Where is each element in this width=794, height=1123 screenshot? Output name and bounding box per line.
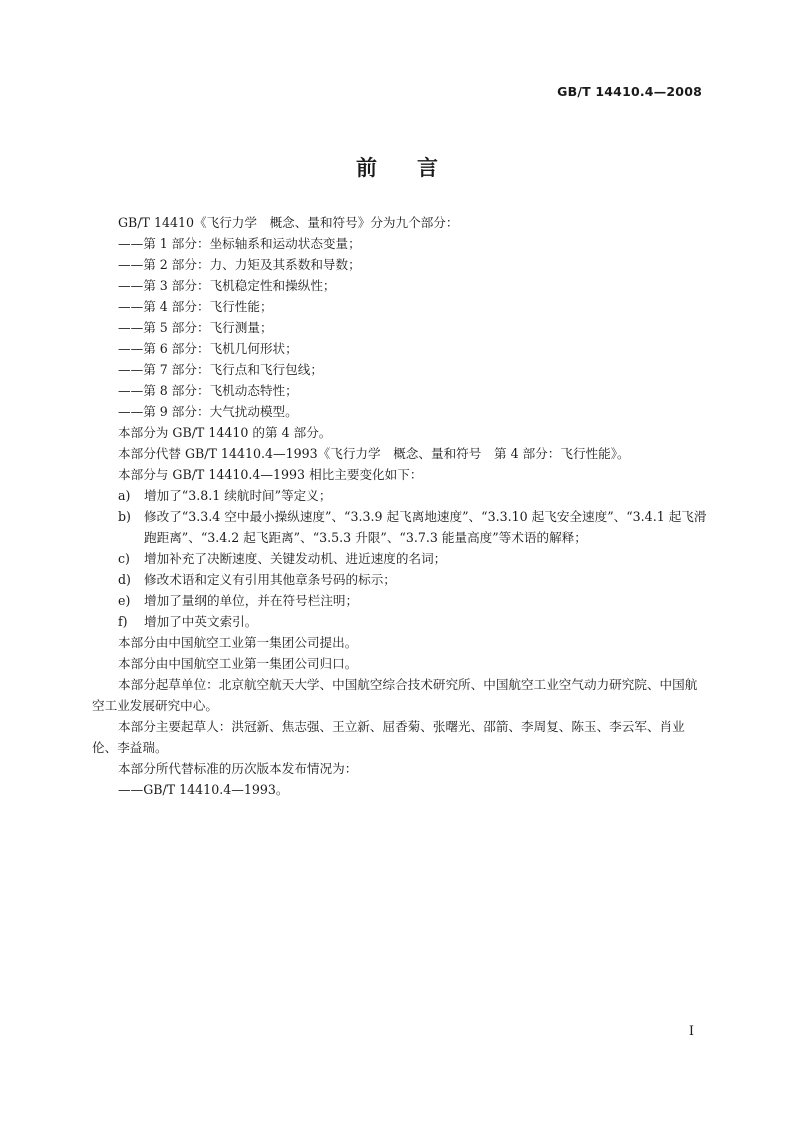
change-marker: d) xyxy=(118,572,131,587)
part-item: ——第 9 部分：大气扰动模型。 xyxy=(118,404,298,419)
this-part-paragraph: 本部分为 GB/T 14410 的第 4 部分。 xyxy=(118,425,332,440)
change-item xyxy=(92,485,708,506)
parts-list xyxy=(92,233,708,422)
managed-by-paragraph: 本部分由中国航空工业第一集团公司归口。 xyxy=(118,656,358,671)
history-item: ——GB/T 14410.4—1993。 xyxy=(118,782,289,797)
change-text: 增加补充了决断速度、关键发动机、进近速度的名词； xyxy=(144,551,447,566)
change-marker: f) xyxy=(118,614,128,629)
page-title: 前言 xyxy=(356,156,478,180)
part-item: ——第 2 部分：力、力矩及其系数和导数； xyxy=(118,257,361,272)
intro-paragraph: GB/T 14410《飞行力学 概念、量和符号》分为九个部分： xyxy=(118,215,459,230)
part-item: ——第 4 部分：飞行性能； xyxy=(118,299,273,314)
change-text: 增加了“3.8.1 续航时间”等定义； xyxy=(144,488,332,503)
part-item: ——第 7 部分：飞行点和飞行包线； xyxy=(118,362,323,377)
change-item xyxy=(92,611,708,632)
foreword-body xyxy=(92,212,708,800)
proposed-by-paragraph: 本部分由中国航空工业第一集团公司提出。 xyxy=(118,635,358,650)
change-text: 增加了中英文索引。 xyxy=(144,614,258,629)
drafting-units-paragraph: 本部分起草单位：北京航空航天大学、中国航空综合技术研究所、中国航空工业空气动力研究院、中国航空工业发展研究中心。 xyxy=(92,677,698,713)
history-intro-paragraph: 本部分所代替标准的历次版本发布情况为： xyxy=(118,761,358,776)
change-marker: a) xyxy=(118,488,131,503)
change-text: 修改术语和定义有引用其他章条号码的标示； xyxy=(144,572,396,587)
change-item xyxy=(92,590,708,611)
change-marker: b) xyxy=(118,509,131,524)
part-item: ——第 8 部分：飞机动态特性； xyxy=(118,383,298,398)
changes-intro-paragraph: 本部分与 GB/T 14410.4—1993 相比主要变化如下： xyxy=(118,467,423,482)
change-text: 增加了量纲的单位，并在符号栏注明； xyxy=(144,593,359,608)
part-item: ——第 5 部分：飞行测量； xyxy=(118,320,273,335)
changes-list xyxy=(92,485,708,632)
change-item xyxy=(92,569,708,590)
change-text: 修改了“3.3.4 空中最小操纵速度”、“3.3.9 起飞离地速度”、“3.3.10 起飞安全速度”、“3.4.1 起飞滑跑距离”、“3.4.2 起飞距离”、“3.5.3 升限”、“3.7.3 能量高度”等术语的解释； xyxy=(144,509,707,545)
change-marker: e) xyxy=(118,593,131,608)
change-item xyxy=(92,548,708,569)
change-marker: c) xyxy=(118,551,130,566)
part-item: ——第 6 部分：飞机几何形状； xyxy=(118,341,298,356)
drafters-paragraph: 本部分主要起草人：洪冠新、焦志强、王立新、屈香菊、张曙光、邵箭、李周复、陈玉、李云军、肖业伦、李益瑞。 xyxy=(92,719,685,755)
part-item: ——第 3 部分：飞机稳定性和操纵性； xyxy=(118,278,336,293)
part-item: ——第 1 部分：坐标轴系和运动状态变量； xyxy=(118,236,361,251)
standard-code-header: GB/T 14410.4—2008 xyxy=(557,84,702,99)
change-item xyxy=(92,506,708,548)
replaces-paragraph: 本部分代替 GB/T 14410.4—1993《飞行力学 概念、量和符号 第 4 部分：飞行性能》。 xyxy=(118,446,630,461)
page-number: I xyxy=(688,1024,694,1039)
